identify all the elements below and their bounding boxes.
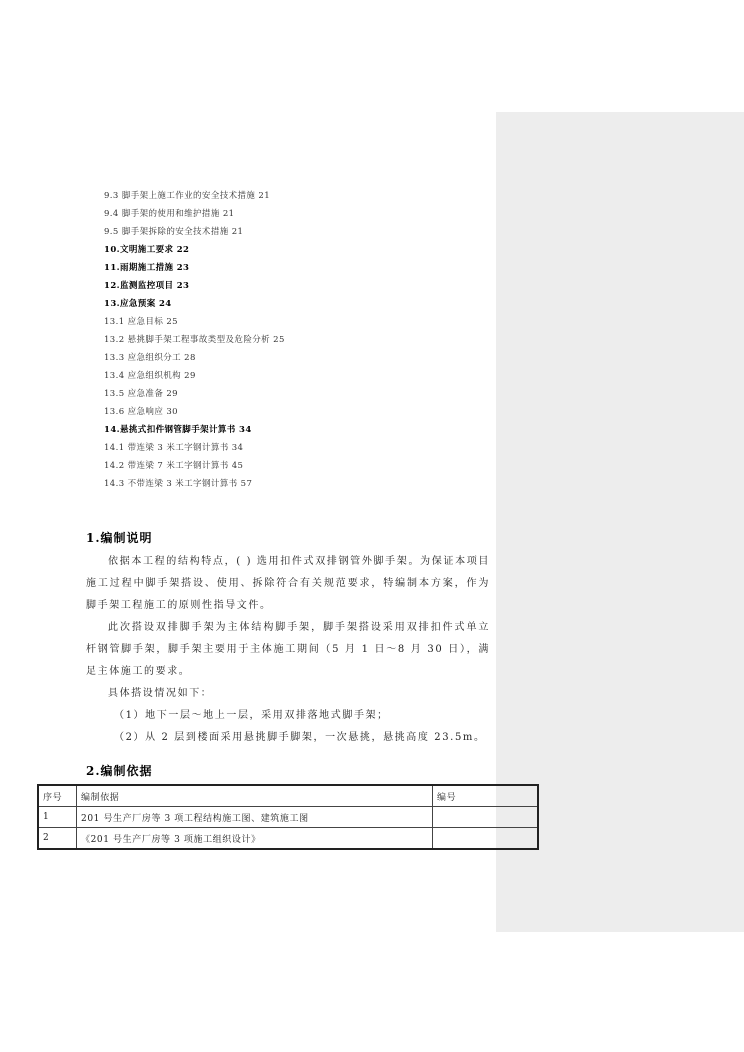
table-header-row (38, 785, 538, 807)
toc-item[interactable]: 10.文明施工要求 22 (104, 245, 190, 255)
table-cell (433, 807, 539, 828)
table-cell (433, 828, 539, 850)
basis-table (37, 784, 539, 850)
paragraph: 依据本工程的结构特点，( ) 选用扣件式双排钢管外脚手架。为保证本项目施工过程中脚手架搭设、使用、拆除符合有关规范要求，特编制本方案，作为脚手架工程施工的原则性指导文件。 (86, 556, 490, 611)
table-cell: 2 (38, 828, 77, 850)
toc-item[interactable]: 9.5 脚手架拆除的安全技术措施 21 (104, 227, 244, 237)
section-1-body (86, 551, 490, 749)
paragraph: 具体搭设情况如下： (108, 688, 213, 699)
paragraph: 此次搭设双排脚手架为主体结构脚手架，脚手架搭设采用双排扣件式单立杆钢管脚手架，脚手架主要用于主体施工期间（5 月 1 日～8 月 30 日），满足主体施工的要求。 (86, 622, 490, 677)
toc-item[interactable]: 13.5 应急准备 29 (104, 389, 178, 399)
toc-item[interactable]: 14.悬挑式扣件钢管脚手架计算书 34 (104, 425, 252, 435)
table-header-cell: 编号 (433, 785, 539, 807)
paragraph: （1）地下一层～地上一层，采用双排落地式脚手架； (114, 710, 389, 721)
toc-item[interactable]: 12.监测监控项目 23 (104, 281, 190, 291)
toc-item[interactable]: 13.应急预案 24 (104, 299, 172, 309)
table-header-cell: 序号 (38, 785, 77, 807)
toc-item[interactable]: 14.1 带连梁 3 米工字钢计算书 34 (104, 443, 244, 453)
section-heading-2: 2.编制依据 (86, 764, 153, 778)
table-cell: 201 号生产厂房等 3 项工程结构施工图、建筑施工图 (77, 807, 433, 828)
paragraph: （2）从 2 层到楼面采用悬挑脚手脚架，一次悬挑，悬挑高度 23.5m。 (114, 732, 486, 743)
table-cell: 1 (38, 807, 77, 828)
toc-item[interactable]: 13.6 应急响应 30 (104, 407, 178, 417)
table-row (38, 828, 538, 850)
toc-item[interactable]: 13.4 应急组织机构 29 (104, 371, 196, 381)
table-cell: 《201 号生产厂房等 3 项施工组织设计》 (77, 828, 433, 850)
toc-item[interactable]: 11.雨期施工措施 23 (104, 263, 190, 273)
toc-item[interactable]: 14.2 带连梁 7 米工字钢计算书 45 (104, 461, 244, 471)
toc-item[interactable]: 13.1 应急目标 25 (104, 317, 178, 327)
table-of-contents (104, 187, 285, 493)
toc-item[interactable]: 14.3 不带连梁 3 米工字钢计算书 57 (104, 479, 253, 489)
toc-item[interactable]: 13.2 悬挑脚手架工程事故类型及危险分析 25 (104, 335, 285, 345)
toc-item[interactable]: 9.3 脚手架上施工作业的安全技术措施 21 (104, 191, 271, 201)
toc-item[interactable]: 9.4 脚手架的使用和维护措施 21 (104, 209, 235, 219)
table-header-cell: 编制依据 (77, 785, 433, 807)
table-row (38, 807, 538, 828)
toc-item[interactable]: 13.3 应急组织分工 28 (104, 353, 196, 363)
section-heading-1: 1.编制说明 (86, 531, 153, 545)
